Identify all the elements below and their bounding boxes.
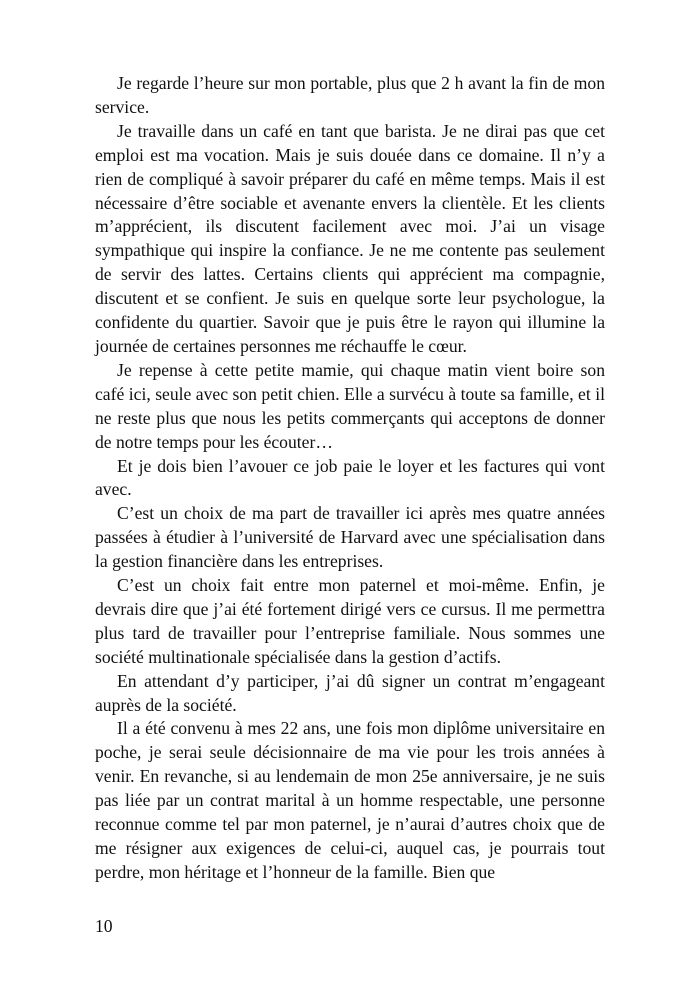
paragraph: Je repense à cette petite mamie, qui chaque matin vient boire son café ici, seule avec son petit chien. Elle a survécu à toute sa famille, et il ne reste plus que nous les petits commerçants qui acceptons de donner de notre temps pour les écouter… <box>95 359 605 452</box>
body-text <box>95 72 605 885</box>
paragraph: Je regarde l’heure sur mon portable, plus que 2 h avant la fin de mon service. <box>95 73 605 117</box>
page-number: 10 <box>95 916 113 936</box>
paragraph: Il a été convenu à mes 22 ans, une fois mon diplôme universitaire en poche, je serai seule décisionnaire de ma vie pour les trois années à venir. En revanche, si au lendemain de mon 25e anniversaire, je ne suis pas liée par un contrat marital à un homme respectable, une personne reconnue comme tel par mon paternel, je n’aurai d’autres choix que de me résigner aux exigences de celui-ci, auquel cas, je pourrais tout perdre, mon héritage et l’honneur de la famille. Bien que <box>95 718 605 882</box>
paragraph: C’est un choix de ma part de travailler ici après mes quatre années passées à étudier à l’université de Harvard avec une spécialisation dans la gestion financière dans les entreprises. <box>95 503 605 572</box>
paragraph: Et je dois bien l’avouer ce job paie le loyer et les factures qui vont avec. <box>95 455 605 500</box>
paragraph: Je travaille dans un café en tant que barista. Je ne dirai pas que cet emploi est ma vocation. Mais je suis douée dans ce domaine. Il n’y a rien de compliqué à savoir préparer du café en même temps. Mais il est nécessaire d’être sociable et avenante envers la clientèle. Et les clients m’apprécient, ils discutent facilement avec moi. J’ai un visage sympathique qui inspire la confiance. Je ne me contente pas seulement de servir des lattes. Certains clients qui apprécient ma compagnie, discutent et se confient. Je suis en quelque sorte leur psychologue, la confidente du quartier. Savoir que je puis être le rayon qui illumine la journée de certaines personnes me réchauffe le cœur. <box>95 120 605 356</box>
paragraph: C’est un choix fait entre mon paternel et moi-même. Enfin, je devrais dire que j’ai été fortement dirigé vers ce cursus. Il me permettra plus tard de travailler pour l’entreprise familiale. Nous sommes une société multinationale spécialisée dans la gestion d’actifs. <box>95 575 605 667</box>
paragraph: En attendant d’y participer, j’ai dû signer un contrat m’engageant auprès de la société. <box>95 670 605 715</box>
